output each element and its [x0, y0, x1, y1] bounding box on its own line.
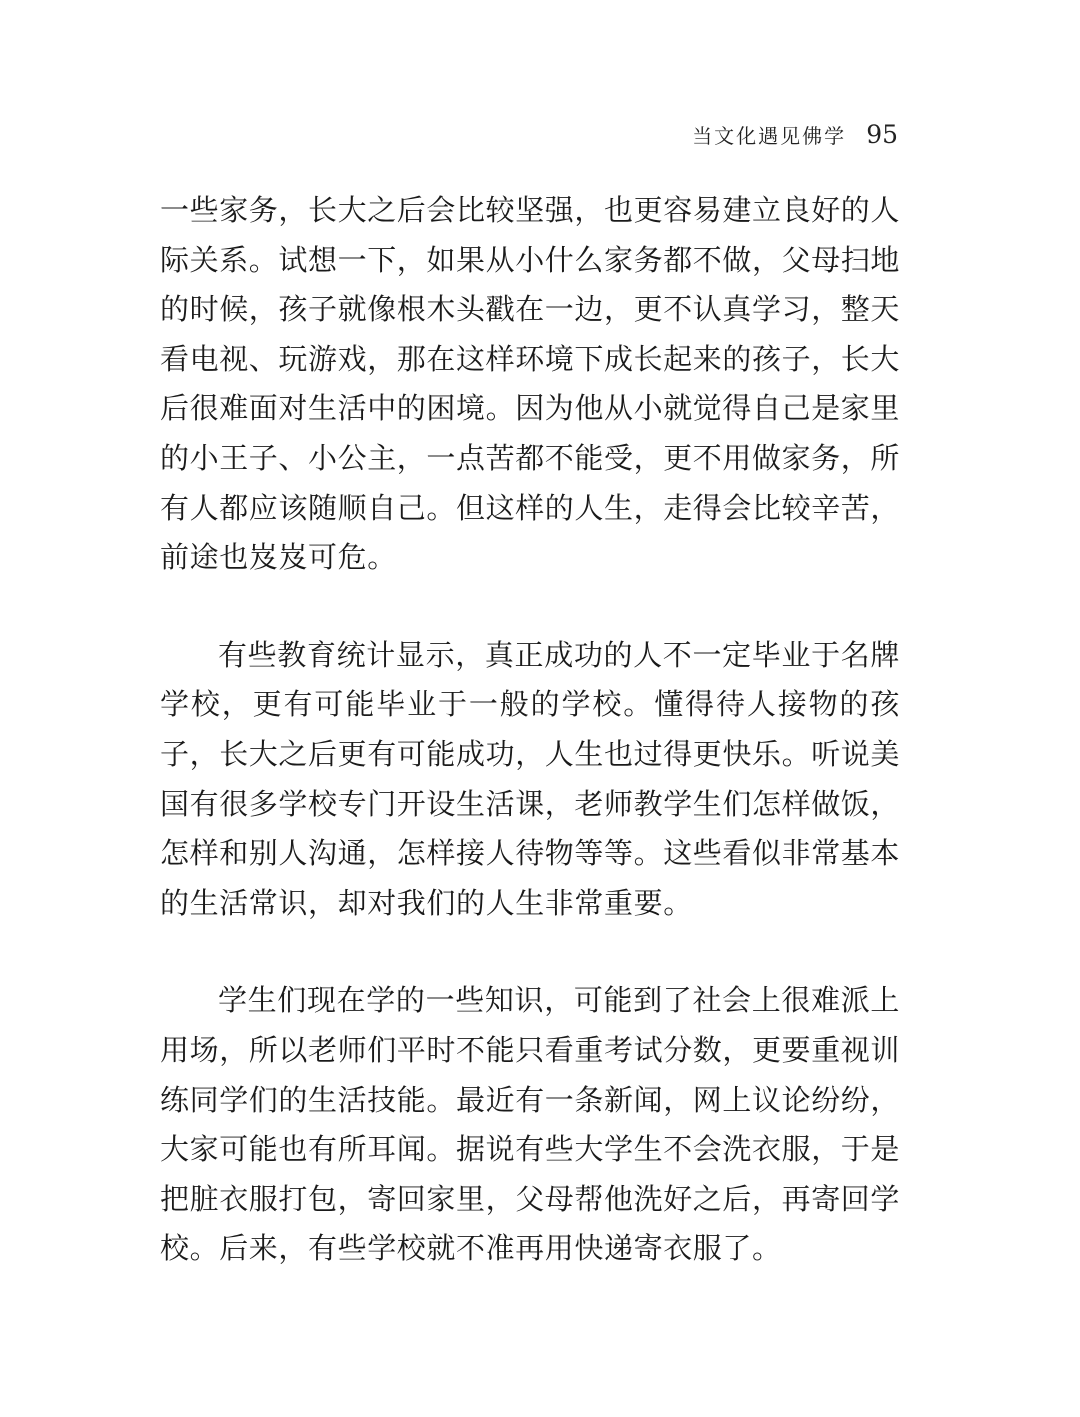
paragraph: 学生们现在学的一些知识，可能到了社会上很难派上用场，所以老师们平时不能只看重考试分数，更要重视训练同学们的生活技能。最近有一条新闻，网上议论纷纷，大家可能也有所耳闻。据说有些大学生不会洗衣服，于是把脏衣服打包，寄回家里，父母帮他洗好之后，再寄回学校。后来，有些学校就不准再用快递寄衣服了。	[160, 983, 901, 1266]
running-header-title: 当文化遇见佛学	[692, 124, 847, 148]
body-text	[160, 186, 900, 1274]
paragraph-continued: 一些家务，长大之后会比较坚强，也更容易建立良好的人际关系。试想一下，如果从小什么家务都不做，父母扫地的时候，孩子就像根木头戳在一边，更不认真学习，整天看电视、玩游戏，那在这样环境下成长起来的孩子，长大后很难面对生活中的困境。因为他从小就觉得自己是家里的小王子、小公主，一点苦都不能受，更不用做家务，所有人都应该随顺自己。但这样的人生，走得会比较辛苦，前途也岌岌可危。	[160, 193, 901, 575]
paragraph: 有些教育统计显示，真正成功的人不一定毕业于名牌学校，更有可能毕业于一般的学校。懂得待人接物的孩子，长大之后更有可能成功，人生也过得更快乐。听说美国有很多学校专门开设生活课，老师教学生们怎样做饭，怎样和别人沟通，怎样接人待物等等。这些看似非常基本的生活常识，却对我们的人生非常重要。	[160, 637, 901, 920]
page-number: 95	[866, 120, 898, 149]
running-header	[692, 120, 898, 149]
